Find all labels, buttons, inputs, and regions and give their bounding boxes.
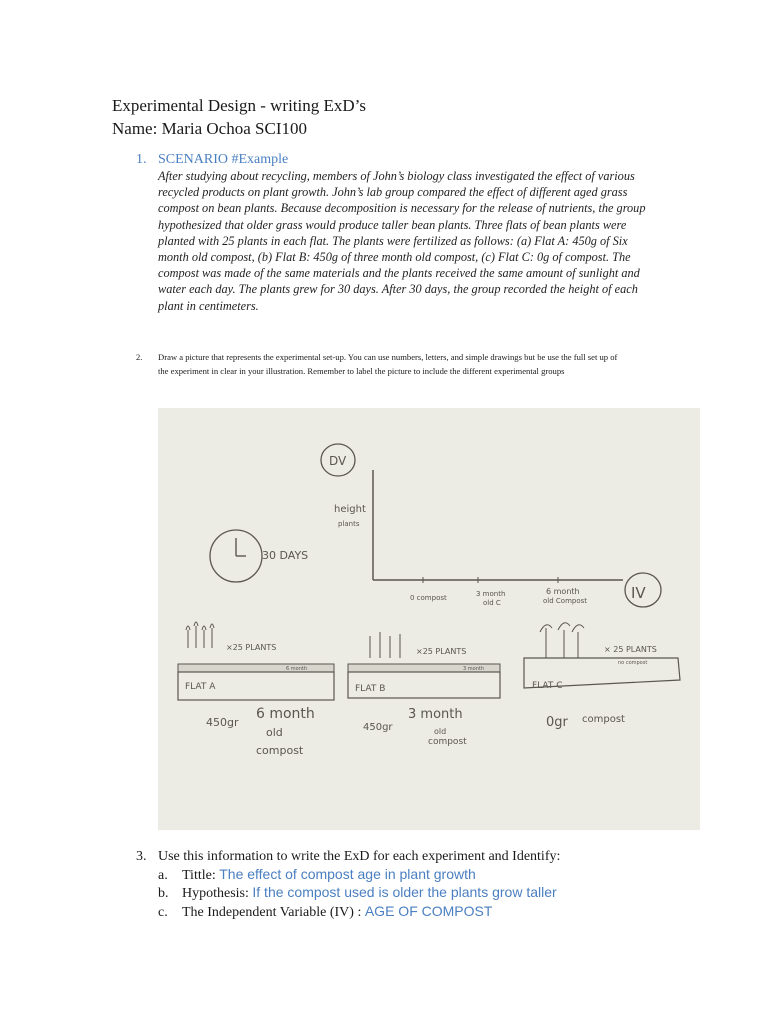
- plants-a-label: ×25 PLANTS: [226, 643, 277, 652]
- x-tick-label-3b: old Compost: [543, 597, 588, 605]
- flat-b-group: [348, 632, 500, 747]
- y-axis-label-1: height: [334, 504, 366, 515]
- age-c: compost: [582, 714, 625, 725]
- days-label: 30 DAYS: [262, 549, 309, 562]
- hypothesis-answer: If the compost used is older the plants grow taller: [252, 884, 557, 900]
- iv-label: IV: [631, 584, 646, 602]
- x-tick-label-3a: 6 month: [546, 587, 580, 596]
- x-tick-label-2a: 3 month: [476, 590, 506, 598]
- student-name: Name: Maria Ochoa SCI100: [112, 119, 307, 138]
- section-2-instructions: Draw a picture that represents the experimental set-up. You can use numbers, letters, and simple drawings but be use the full set up of the experiment in clear in your illustration. Remember to label the picture to include the different experimental groups: [158, 352, 618, 376]
- section-1-number: 1.: [136, 152, 147, 167]
- age-a-2: old: [266, 726, 283, 739]
- plants-b-icon: [370, 632, 400, 658]
- flat-a-group: [178, 622, 334, 757]
- leaves-c-icon: [540, 623, 584, 632]
- list-item-hypothesis: [158, 884, 557, 902]
- soil-b-label: 3 month: [463, 666, 484, 672]
- item-letter: c.: [158, 905, 168, 920]
- item-label: The Independent Variable (IV) :: [182, 905, 365, 920]
- plants-c-label: × 25 PLANTS: [604, 645, 657, 654]
- list-item-independent-variable: [158, 903, 492, 921]
- soil-a-label: 6 month: [286, 666, 307, 672]
- amount-a: 450gr: [206, 716, 239, 729]
- section-2-number: 2.: [136, 352, 143, 362]
- item-letter: b.: [158, 886, 169, 901]
- flat-b-label: FLAT B: [355, 684, 386, 694]
- y-axis-label-2: plants: [338, 520, 360, 528]
- soil-c-label: no compost: [618, 660, 648, 666]
- setup-drawing: [158, 408, 700, 830]
- title-answer: The effect of compost age in plant growth: [219, 866, 476, 882]
- x-tick-label-2b: old C: [483, 599, 501, 607]
- age-b-1: 3 month: [408, 707, 463, 722]
- item-label: Tittle:: [182, 868, 220, 883]
- scenario-text: After studying about recycling, members of John’s biology class investigated the effect of various recycled products on plant growth. John’s lab group compared the effect of different aged grass compost on bean plants. Because decomposition is necessary for the release of nutrients, the group hypothesized that older grass would produce taller bean plants. Three flats of bean plants were planted with 25 plants in each flat. The plants were fertilized as follows: (a) Flat A: 450g of Six month old compost, (b) Flat B: 450g of three month old compost, (c) Flat C: 0g of compost. The compost was made of the same materials and the plants received the same amount of sunlight and water each day. The plants grew for 30 days. After 30 days, the group recorded the height of each plant in centimeters.: [158, 169, 646, 313]
- age-a-1: 6 month: [256, 706, 315, 722]
- age-b-2: old: [434, 727, 447, 736]
- plants-b-label: ×25 PLANTS: [416, 647, 467, 656]
- flat-c-group: [524, 623, 680, 730]
- soil-a: [178, 664, 334, 672]
- flat-c-label: FLAT C: [532, 681, 563, 691]
- x-tick-label-1: 0 compost: [410, 594, 447, 602]
- section-1-heading: SCENARIO #Example: [158, 152, 289, 167]
- age-b-3: compost: [428, 737, 467, 747]
- document-title: Experimental Design - writing ExD’s: [112, 96, 367, 115]
- amount-c: 0gr: [546, 715, 568, 730]
- leaves-a-icon: [186, 622, 214, 630]
- flat-a-label: FLAT A: [185, 682, 216, 692]
- age-a-3: compost: [256, 744, 304, 757]
- plants-c-icon: [546, 628, 578, 658]
- item-label: Hypothesis:: [182, 886, 253, 901]
- section-3-prompt: Use this information to write the ExD for each experiment and Identify:: [158, 849, 561, 864]
- list-item-title: [158, 866, 476, 884]
- amount-b: 450gr: [363, 722, 393, 733]
- item-letter: a.: [158, 868, 168, 883]
- section-3-number: 3.: [136, 849, 147, 864]
- iv-answer: AGE OF COMPOST: [364, 903, 493, 919]
- plants-a-icon: [188, 626, 212, 648]
- hand-drawn-setup-photo: [158, 408, 700, 830]
- dv-label: DV: [329, 454, 347, 468]
